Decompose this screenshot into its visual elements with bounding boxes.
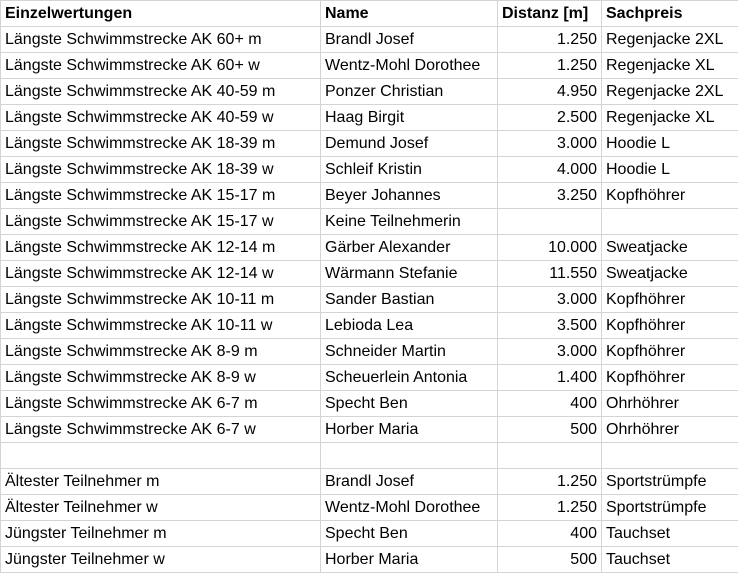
cell-prize[interactable]	[602, 209, 738, 235]
table-row	[1, 313, 738, 339]
cell-category[interactable]: Längste Schwimmstrecke AK 18-39 w	[1, 157, 321, 183]
cell-name[interactable]: Horber Maria	[321, 417, 498, 443]
cell-prize[interactable]: Regenjacke 2XL	[602, 79, 738, 105]
cell-distance[interactable]: 2.500	[498, 105, 602, 131]
cell-category[interactable]: Längste Schwimmstrecke AK 40-59 w	[1, 105, 321, 131]
cell-prize[interactable]: Hoodie L	[602, 157, 738, 183]
cell-name[interactable]: Schleif Kristin	[321, 157, 498, 183]
table-row	[1, 287, 738, 313]
table-row	[1, 79, 738, 105]
cell-prize[interactable]: Regenjacke XL	[602, 105, 738, 131]
cell-category[interactable]: Längste Schwimmstrecke AK 10-11 m	[1, 287, 321, 313]
cell-distance[interactable]: 1.250	[498, 27, 602, 53]
cell-category[interactable]: Längste Schwimmstrecke AK 6-7 w	[1, 417, 321, 443]
cell-distance[interactable]: 3.500	[498, 313, 602, 339]
cell-name[interactable]: Brandl Josef	[321, 469, 498, 495]
cell-category[interactable]: Längste Schwimmstrecke AK 60+ m	[1, 27, 321, 53]
cell-distance[interactable]: 3.000	[498, 339, 602, 365]
table-row	[1, 495, 738, 521]
cell-distance[interactable]: 500	[498, 417, 602, 443]
cell-prize[interactable]: Ohrhöhrer	[602, 391, 738, 417]
header-category[interactable]: Einzelwertungen	[1, 1, 321, 27]
cell-category[interactable]: Ältester Teilnehmer m	[1, 469, 321, 495]
cell-distance[interactable]: 500	[498, 547, 602, 573]
table-row	[1, 131, 738, 157]
cell-distance[interactable]: 400	[498, 391, 602, 417]
cell-name[interactable]	[321, 443, 498, 469]
cell-prize[interactable]: Kopfhöhrer	[602, 313, 738, 339]
cell-name[interactable]: Specht Ben	[321, 391, 498, 417]
header-distance[interactable]: Distanz [m]	[498, 1, 602, 27]
table-row	[1, 443, 738, 469]
cell-prize[interactable]: Kopfhöhrer	[602, 339, 738, 365]
cell-prize[interactable]: Kopfhöhrer	[602, 287, 738, 313]
table-row	[1, 417, 738, 443]
cell-distance[interactable]: 4.000	[498, 157, 602, 183]
cell-name[interactable]: Lebioda Lea	[321, 313, 498, 339]
cell-prize[interactable]	[602, 443, 738, 469]
cell-distance[interactable]: 3.000	[498, 287, 602, 313]
cell-distance[interactable]: 10.000	[498, 235, 602, 261]
cell-category[interactable]: Jüngster Teilnehmer m	[1, 521, 321, 547]
cell-category[interactable]: Längste Schwimmstrecke AK 40-59 m	[1, 79, 321, 105]
table-row	[1, 183, 738, 209]
cell-category[interactable]: Längste Schwimmstrecke AK 60+ w	[1, 53, 321, 79]
table-row	[1, 391, 738, 417]
cell-name[interactable]: Wärmann Stefanie	[321, 261, 498, 287]
cell-distance[interactable]: 1.250	[498, 495, 602, 521]
cell-distance[interactable]: 1.400	[498, 365, 602, 391]
cell-prize[interactable]: Sweatjacke	[602, 261, 738, 287]
cell-category[interactable]: Längste Schwimmstrecke AK 8-9 w	[1, 365, 321, 391]
cell-name[interactable]: Ponzer Christian	[321, 79, 498, 105]
cell-name[interactable]: Demund Josef	[321, 131, 498, 157]
cell-distance[interactable]: 11.550	[498, 261, 602, 287]
cell-name[interactable]: Keine Teilnehmerin	[321, 209, 498, 235]
cell-prize[interactable]: Sweatjacke	[602, 235, 738, 261]
table-row	[1, 261, 738, 287]
cell-distance[interactable]	[498, 443, 602, 469]
cell-category[interactable]: Längste Schwimmstrecke AK 18-39 m	[1, 131, 321, 157]
cell-prize[interactable]: Regenjacke 2XL	[602, 27, 738, 53]
cell-name[interactable]: Haag Birgit	[321, 105, 498, 131]
table-row	[1, 157, 738, 183]
cell-prize[interactable]: Tauchset	[602, 547, 738, 573]
table-row	[1, 27, 738, 53]
table-row	[1, 105, 738, 131]
cell-category[interactable]: Längste Schwimmstrecke AK 12-14 m	[1, 235, 321, 261]
table-row	[1, 209, 738, 235]
cell-name[interactable]: Horber Maria	[321, 547, 498, 573]
cell-distance[interactable]: 4.950	[498, 79, 602, 105]
header-name[interactable]: Name	[321, 1, 498, 27]
cell-category[interactable]: Längste Schwimmstrecke AK 12-14 w	[1, 261, 321, 287]
cell-prize[interactable]: Tauchset	[602, 521, 738, 547]
table-row	[1, 339, 738, 365]
table-row	[1, 521, 738, 547]
table-row	[1, 365, 738, 391]
cell-distance[interactable]: 3.000	[498, 131, 602, 157]
cell-name[interactable]: Brandl Josef	[321, 27, 498, 53]
cell-name[interactable]: Schneider Martin	[321, 339, 498, 365]
cell-distance[interactable]: 400	[498, 521, 602, 547]
cell-distance[interactable]: 1.250	[498, 469, 602, 495]
cell-category[interactable]: Längste Schwimmstrecke AK 6-7 m	[1, 391, 321, 417]
header-row	[1, 1, 738, 27]
cell-category[interactable]	[1, 443, 321, 469]
table-row	[1, 469, 738, 495]
cell-category[interactable]: Längste Schwimmstrecke AK 15-17 m	[1, 183, 321, 209]
cell-category[interactable]: Jüngster Teilnehmer w	[1, 547, 321, 573]
cell-prize[interactable]: Sportstrümpfe	[602, 469, 738, 495]
cell-distance[interactable]	[498, 209, 602, 235]
cell-name[interactable]: Wentz-Mohl Dorothee	[321, 495, 498, 521]
cell-prize[interactable]: Ohrhöhrer	[602, 417, 738, 443]
cell-name[interactable]: Gärber Alexander	[321, 235, 498, 261]
cell-name[interactable]: Wentz-Mohl Dorothee	[321, 53, 498, 79]
cell-category[interactable]: Längste Schwimmstrecke AK 15-17 w	[1, 209, 321, 235]
table-row	[1, 547, 738, 573]
cell-distance[interactable]: 3.250	[498, 183, 602, 209]
cell-category[interactable]: Ältester Teilnehmer w	[1, 495, 321, 521]
table-body	[1, 27, 738, 573]
cell-prize[interactable]: Hoodie L	[602, 131, 738, 157]
cell-prize[interactable]: Kopfhöhrer	[602, 365, 738, 391]
cell-prize[interactable]: Kopfhöhrer	[602, 183, 738, 209]
table-row	[1, 235, 738, 261]
cell-category[interactable]: Längste Schwimmstrecke AK 8-9 m	[1, 339, 321, 365]
cell-name[interactable]: Sander Bastian	[321, 287, 498, 313]
cell-category[interactable]: Längste Schwimmstrecke AK 10-11 w	[1, 313, 321, 339]
cell-prize[interactable]: Regenjacke XL	[602, 53, 738, 79]
cell-distance[interactable]: 1.250	[498, 53, 602, 79]
cell-name[interactable]: Beyer Johannes	[321, 183, 498, 209]
cell-name[interactable]: Specht Ben	[321, 521, 498, 547]
cell-name[interactable]: Scheuerlein Antonia	[321, 365, 498, 391]
cell-prize[interactable]: Sportstrümpfe	[602, 495, 738, 521]
table-row	[1, 53, 738, 79]
header-prize[interactable]: Sachpreis	[602, 1, 738, 27]
